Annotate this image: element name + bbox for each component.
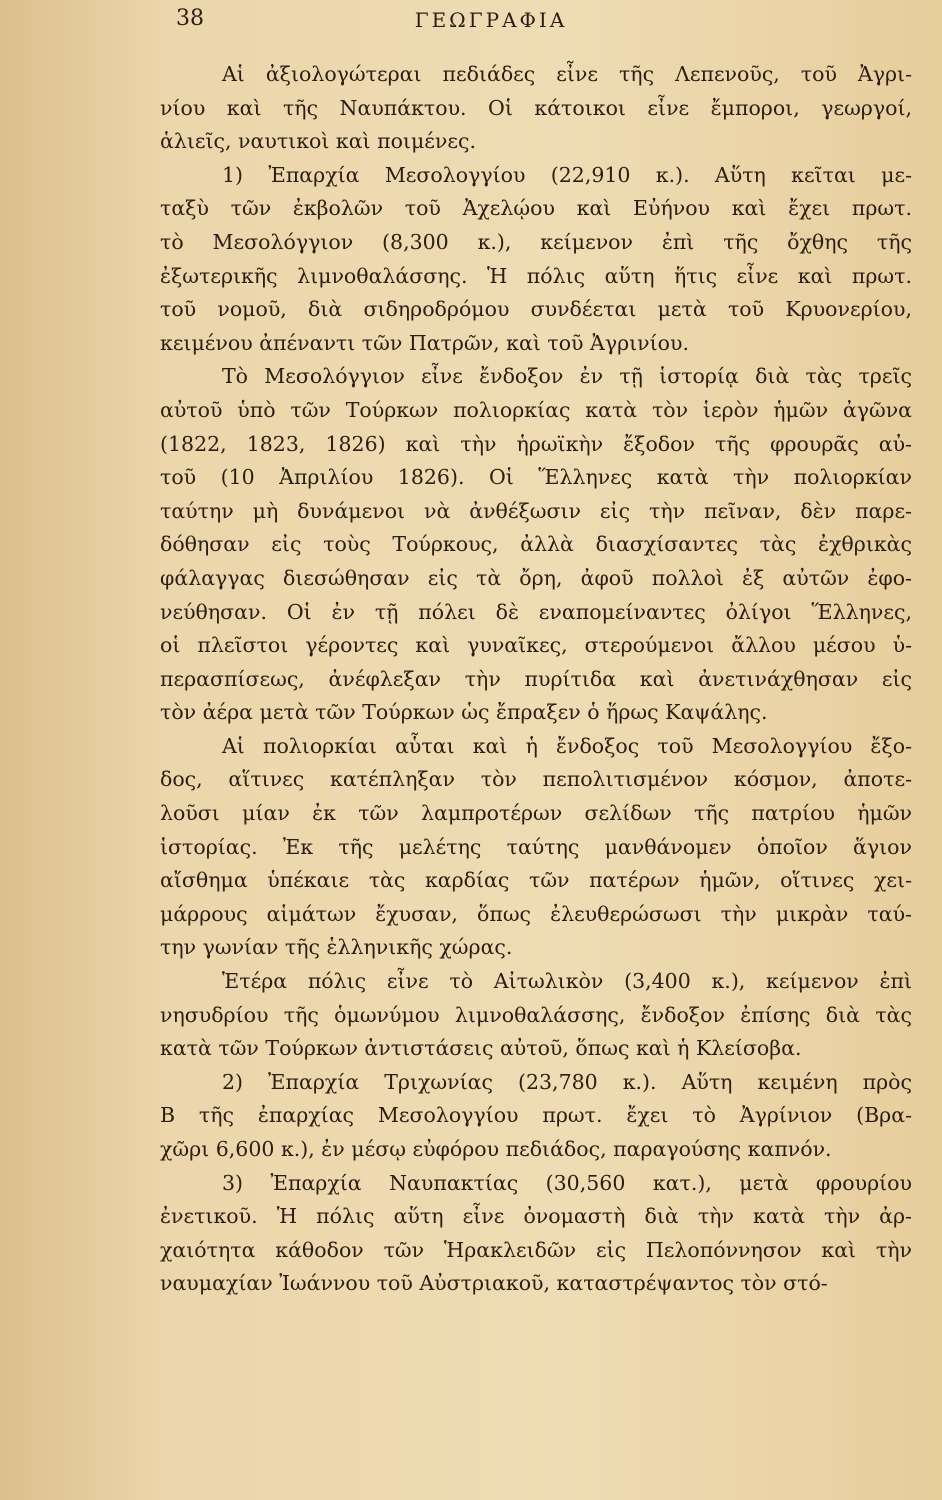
text-line: Τὸ Μεσολόγγιον εἶνε ἔνδοξον ἐν τῇ ἱστορίᾳ διὰ τὰς τρεῖς: [222, 364, 912, 389]
text-line: (1822, 1823, 1826) καὶ τὴν ἡρωϊκὴν ἔξοδον τῆς φρουρᾶς αὐ-: [160, 431, 912, 456]
text-line: μάρρους αἱμάτων ἔχυσαν, ὅπως ἐλευθερώσωσι τὴν μικρὰν ταύ-: [160, 901, 912, 926]
text-line: 1) Ἐπαρχία Μεσολογγίου (22,910 κ.). Αὕτη κεῖται με-: [222, 162, 912, 187]
text-line: οἱ πλεῖστοι γέροντες καὶ γυναῖκες, στερούμενοι ἄλλου μέσου ὑ-: [160, 633, 912, 658]
text-line: δος, αἵτινες κατέπληξαν τὸν πεπολιτισμένον κόσμον, ἀποτε-: [160, 767, 912, 792]
paragraph: [160, 1066, 912, 1167]
paragraph: [160, 58, 912, 159]
text-line: 3) Ἐπαρχία Ναυπακτίας (30,560 κατ.), μετὰ φρουρίου: [222, 1170, 912, 1195]
text-line: αὐτοῦ ὑπὸ τῶν Τούρκων πολιορκίας κατὰ τὸν ἱερὸν ἡμῶν ἀγῶνα: [160, 397, 912, 422]
text-line: ναυμαχίαν Ἰωάννου τοῦ Αὐστριακοῦ, καταστρέψαντος τὸν στό-: [160, 1271, 828, 1296]
text-line: 2) Ἐπαρχία Τριχωνίας (23,780 κ.). Αὕτη κειμένη πρὸς: [222, 1069, 912, 1094]
paragraph: [160, 965, 912, 1066]
running-title: ΓΕΩΓΡΑΦΙΑ: [414, 8, 568, 32]
text-line: χῶρι 6,600 κ.), ἐν μέσῳ εὐφόρου πεδιάδος, παραγούσης καπνόν.: [160, 1137, 832, 1161]
text-line: ἐνετικοῦ. Ἡ πόλις αὕτη εἶνε ὀνομαστὴ διὰ τὴν κατὰ τὴν ἀρ-: [160, 1204, 912, 1229]
text-line: φάλαγγας διεσώθησαν εἰς τὰ ὄρη, ἀφοῦ πολλοὶ ἐξ αὐτῶν ἐφο-: [160, 565, 912, 590]
text-line: νησυδρίου τῆς ὁμωνύμου λιμνοθαλάσσης, ἔνδοξον ἐπίσης διὰ τὰς: [160, 1002, 912, 1027]
text-line: κειμένου ἀπέναντι τῶν Πατρῶν, καὶ τοῦ Ἀγρινίου.: [160, 330, 689, 355]
paragraph: [160, 159, 912, 361]
text-line: ἱστορίας. Ἐκ τῆς μελέτης ταύτης μανθάνομεν ὁποῖον ἅγιον: [160, 834, 912, 859]
text-line: κατὰ τῶν Τούρκων ἀντιστάσεις αὐτοῦ, ὅπως καὶ ἡ Κλείσοβα.: [160, 1036, 802, 1061]
text-line: Αἱ πολιορκίαι αὗται καὶ ἡ ἔνδοξος τοῦ Μεσολογγίου ἔξο-: [222, 733, 912, 758]
text-line: τοῦ νομοῦ, διὰ σιδηροδρόμου συνδέεται μετὰ τοῦ Κρυονερίου,: [160, 297, 912, 322]
text-line: Β τῆς ἐπαρχίας Μεσολογγίου πρωτ. ἔχει τὸ Ἀγρίνιον (Βρα-: [160, 1103, 912, 1128]
text-line: περασπίσεως, ἀνέφλεξαν τὴν πυρίτιδα καὶ ἀνετινάχθησαν εἰς: [160, 666, 912, 691]
text-line: τοῦ (10 Ἀπριλίου 1826). Οἱ Ἕλληνες κατὰ τὴν πολιορκίαν: [160, 465, 912, 490]
body-text: [160, 58, 912, 1301]
paragraph: [160, 360, 912, 730]
text-line: αἴσθημα ὑπέκαιε τὰς καρδίας τῶν πατέρων ἡμῶν, οἵτινες χει-: [160, 868, 912, 893]
text-line: δόθησαν εἰς τοὺς Τούρκους, ἀλλὰ διασχίσαντες τὰς ἐχθρικὰς: [160, 532, 912, 557]
text-line: Ἑτέρα πόλις εἶνε τὸ Αἰτωλικὸν (3,400 κ.), κείμενον ἐπὶ: [222, 969, 912, 994]
text-line: τὸ Μεσολόγγιον (8,300 κ.), κείμενον ἐπὶ τῆς ὄχθης τῆς: [160, 229, 912, 254]
text-line: λοῦσι μίαν ἐκ τῶν λαμπροτέρων σελίδων τῆς πατρίου ἡμῶν: [160, 801, 912, 826]
text-line: ἁλιεῖς, ναυτικοὶ καὶ ποιμένες.: [160, 129, 476, 154]
text-line: ταύτην μὴ δυνάμενοι νὰ ἀνθέξωσιν εἰς τὴν πεῖναν, δὲν παρε-: [160, 498, 912, 523]
paragraph: [160, 730, 912, 965]
text-line: τὸν ἀέρα μετὰ τῶν Τούρκων ὡς ἔπραξεν ὁ ἥρως Καψάλης.: [160, 700, 768, 725]
page-number: 38: [176, 6, 204, 31]
text-line: νεύθησαν. Οἱ ἐν τῇ πόλει δὲ εναπομείναντες ὀλίγοι Ἕλληνες,: [160, 599, 912, 624]
text-line: νίου καὶ τῆς Ναυπάκτου. Οἱ κάτοικοι εἶνε ἔμποροι, γεωργοί,: [160, 95, 912, 120]
text-line: την γωνίαν τῆς ἑλληνικῆς χώρας.: [160, 935, 513, 960]
text-line: χαιότητα κάθοδον τῶν Ἡρακλειδῶν εἰς Πελοπόννησον καὶ τὴν: [160, 1237, 912, 1262]
text-line: ταξὺ τῶν ἐκβολῶν τοῦ Ἀχελῴου καὶ Εὐήνου καὶ ἔχει πρωτ.: [160, 196, 912, 221]
paragraph: [160, 1167, 912, 1301]
text-line: ἐξωτερικῆς λιμνοθαλάσσης. Ἡ πόλις αὕτη ἥτις εἶνε καὶ πρωτ.: [160, 263, 912, 288]
text-line: Αἱ ἀξιολογώτεραι πεδιάδες εἶνε τῆς Λεπενοῦς, τοῦ Ἀγρι-: [222, 62, 912, 86]
